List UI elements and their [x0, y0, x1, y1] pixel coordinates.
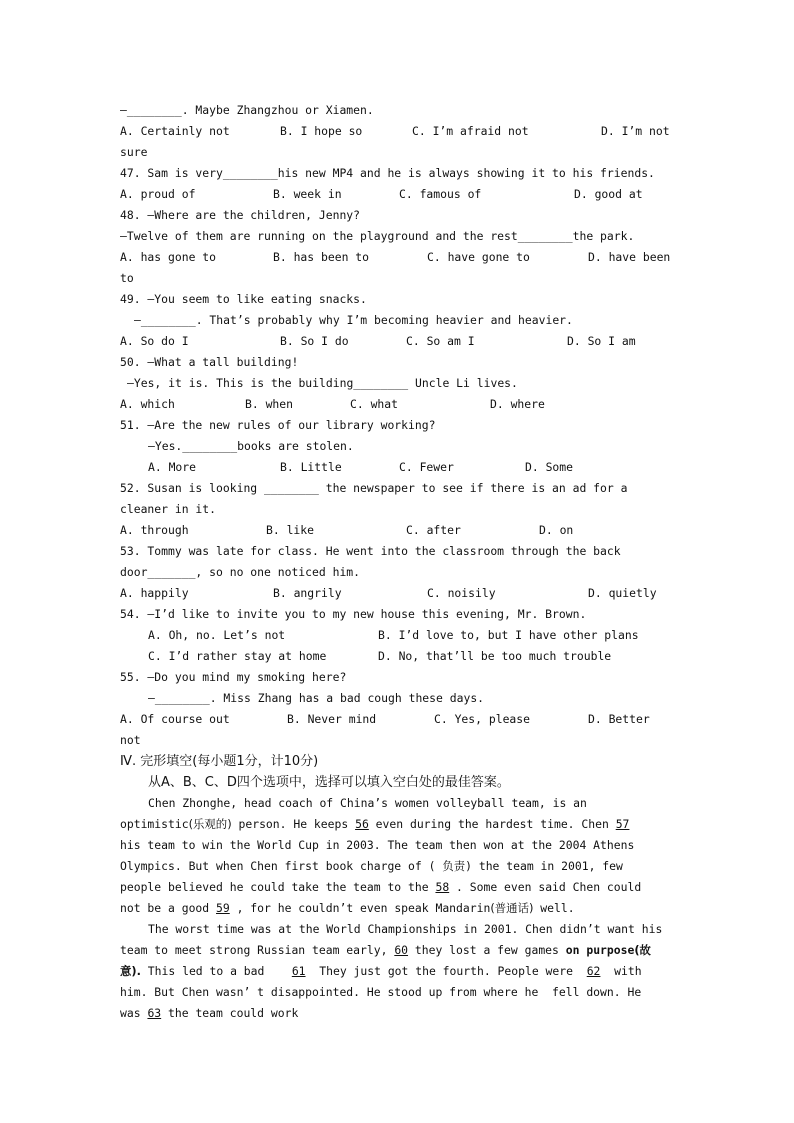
passage-line-2 — [120, 814, 680, 835]
q52-option-a[interactable]: A. through — [120, 523, 189, 537]
q53-options — [120, 583, 680, 604]
q53-line2: door_______, so no one noticed him. — [120, 565, 361, 579]
section-heading: Ⅳ. 完形填空(每小题1分，计10分) — [120, 754, 319, 769]
passage-line-5 — [120, 877, 680, 898]
q47-option-d[interactable]: D. good at — [574, 187, 643, 201]
q49-option-d[interactable]: D. So I am — [567, 334, 636, 348]
passage-text: optimistic — [120, 817, 189, 831]
gloss-text: (故 — [634, 943, 651, 957]
q55-stem: 55. —Do you mind my smoking here? — [120, 670, 347, 684]
q46-option-b[interactable]: B. I hope so — [280, 124, 363, 138]
q52-options — [120, 520, 680, 541]
section-instruction: 从A、B、C、D四个选项中，选择可以填入空白处的最佳答案。 — [148, 775, 510, 790]
passage-line-7: The worst time was at the World Championships in 2001. Chen didn’t want his — [148, 922, 663, 936]
q55-option-wrap: not — [120, 733, 141, 747]
q50-option-a[interactable]: A. which — [120, 397, 175, 411]
passage-line-1: Chen Zhonghe, head coach of China’s women volleyball team, is an — [148, 796, 587, 810]
q48-option-c[interactable]: C. have gone to — [427, 250, 530, 264]
q49-option-a[interactable]: A. So do I — [120, 334, 189, 348]
bold-phrase: on purpose — [565, 943, 635, 957]
q52-option-b[interactable]: B. like — [266, 523, 315, 537]
q49-stem: 49. —You seem to like eating snacks. — [120, 292, 367, 306]
passage-text: was — [120, 1006, 148, 1020]
blank-62[interactable]: 62 — [586, 964, 601, 978]
q51-line2: —Yes.________books are stolen. — [148, 439, 354, 453]
q51-option-c[interactable]: C. Fewer — [399, 460, 454, 474]
gloss-text: 意). — [120, 964, 141, 978]
blank-57[interactable]: 57 — [615, 817, 630, 831]
passage-text: team to meet strong Russian team early, — [120, 943, 395, 957]
q49-option-c[interactable]: C. So am I — [406, 334, 475, 348]
passage-text: This led to a bad — [140, 964, 292, 978]
q48-option-a[interactable]: A. has gone to — [120, 250, 217, 264]
q54-option-b[interactable]: B. I’d love to, but I have other plans — [378, 628, 639, 642]
q54-option-c[interactable]: C. I’d rather stay at home — [148, 649, 327, 663]
q50-option-d[interactable]: D. where — [490, 397, 545, 411]
blank-60[interactable]: 60 — [394, 943, 409, 957]
passage-text: even during the hardest time. Chen — [368, 817, 616, 831]
q46-option-a[interactable]: A. Certainly not — [120, 124, 230, 138]
passage-line-8 — [120, 940, 680, 961]
exam-page — [120, 100, 680, 1024]
passage-text: They just got the fourth. People were — [305, 964, 587, 978]
q47-option-b[interactable]: B. week in — [273, 187, 342, 201]
q48-option-b[interactable]: B. has been to — [273, 250, 370, 264]
gloss-text: 负责 — [442, 859, 466, 873]
q49-line2: —________. That’s probably why I’m becoming heavier and heavier. — [134, 313, 573, 327]
passage-text: with — [600, 964, 642, 978]
q53-stem: 53. Tommy was late for class. He went into the classroom through the back — [120, 544, 621, 558]
q53-option-c[interactable]: C. noisily — [427, 586, 496, 600]
gloss-text: (乐观的) — [188, 817, 232, 831]
passage-text: people believed he could take the team to the — [120, 880, 436, 894]
q49-options — [120, 331, 680, 352]
q54-option-d[interactable]: D. No, that’ll be too much trouble — [378, 649, 612, 663]
q53-option-a[interactable]: A. happily — [120, 586, 189, 600]
q48-line2: —Twelve of them are running on the playground and the rest________the park. — [120, 229, 635, 243]
blank-63[interactable]: 63 — [147, 1006, 162, 1020]
passage-line-10: him. But Chen wasn’ t disappointed. He stood up from where he fell down. He — [120, 985, 642, 999]
blank-59[interactable]: 59 — [216, 901, 230, 915]
q50-line2: —Yes, it is. This is the building________ Uncle Li lives. — [127, 376, 518, 390]
q49-option-b[interactable]: B. So I do — [280, 334, 349, 348]
passage-text: person. He keeps — [231, 817, 356, 831]
passage-line-3: his team to win the World Cup in 2003. The team then won at the 2004 Athens — [120, 838, 635, 852]
q54-options-row2 — [120, 646, 680, 667]
gloss-text: (普通话) — [490, 901, 534, 915]
q51-option-b[interactable]: B. Little — [280, 460, 342, 474]
passage-text: not be a good — [120, 901, 217, 915]
blank-56[interactable]: 56 — [355, 817, 369, 831]
q50-stem: 50. —What a tall building! — [120, 355, 299, 369]
q51-option-d[interactable]: D. Some — [525, 460, 574, 474]
q48-options — [120, 247, 680, 268]
q46-option-c[interactable]: C. I’m afraid not — [412, 124, 529, 138]
q50-option-c[interactable]: C. what — [350, 397, 399, 411]
q55-option-c[interactable]: C. Yes, please — [434, 712, 531, 726]
passage-text: . Some even said Chen could — [449, 880, 642, 894]
q47-option-c[interactable]: C. famous of — [399, 187, 482, 201]
q51-stem: 51. —Are the new rules of our library working? — [120, 418, 436, 432]
q51-option-a[interactable]: A. More — [148, 460, 197, 474]
q54-options-row1 — [120, 625, 680, 646]
q50-options — [120, 394, 680, 415]
q46-option-d[interactable]: D. I’m not — [601, 124, 670, 138]
blank-61[interactable]: 61 — [291, 964, 306, 978]
q52-option-d[interactable]: D. on — [539, 523, 574, 537]
q52-line2: cleaner in it. — [120, 502, 217, 516]
passage-text: Olympics. But when Chen first book charge of ( — [120, 859, 443, 873]
passage-line-4 — [120, 856, 680, 877]
passage-text: ) the team in 2001, few — [465, 859, 623, 873]
q51-options — [120, 457, 680, 478]
q52-option-c[interactable]: C. after — [406, 523, 461, 537]
passage-text: they lost a few games — [408, 943, 566, 957]
q55-option-d[interactable]: D. Better — [588, 712, 650, 726]
q47-stem: 47. Sam is very________his new MP4 and he is always showing it to his friends. — [120, 166, 655, 180]
q54-stem: 54. —I’d like to invite you to my new house this evening, Mr. Brown. — [120, 607, 587, 621]
q54-option-a[interactable]: A. Oh, no. Let’s not — [148, 628, 286, 642]
q46-option-wrap: sure — [120, 145, 148, 159]
q46-options — [120, 121, 680, 142]
q55-option-b[interactable]: B. Never mind — [287, 712, 377, 726]
q55-line2: —________. Miss Zhang has a bad cough these days. — [148, 691, 485, 705]
passage-text: , for he couldn’t even speak Mandarin — [229, 901, 491, 915]
q55-option-a[interactable]: A. Of course out — [120, 712, 230, 726]
passage-text: the team could work — [161, 1006, 299, 1020]
q47-option-a[interactable]: A. proud of — [120, 187, 196, 201]
passage-line-11 — [120, 1003, 680, 1024]
q46-answer-line: —________. Maybe Zhangzhou or Xiamen. — [120, 103, 374, 117]
q48-option-wrap: to — [120, 271, 134, 285]
passage-line-6 — [120, 898, 680, 919]
q53-option-b[interactable]: B. angrily — [273, 586, 342, 600]
passage-line-9 — [120, 961, 680, 982]
blank-58[interactable]: 58 — [435, 880, 450, 894]
q50-option-b[interactable]: B. when — [245, 397, 294, 411]
q47-options — [120, 184, 680, 205]
q53-option-d[interactable]: D. quietly — [588, 586, 657, 600]
q48-option-d[interactable]: D. have been — [588, 250, 671, 264]
passage-text: well. — [533, 901, 575, 915]
q48-stem: 48. —Where are the children, Jenny? — [120, 208, 361, 222]
q55-options — [120, 709, 680, 730]
q52-stem: 52. Susan is looking ________ the newspaper to see if there is an ad for a — [120, 481, 628, 495]
